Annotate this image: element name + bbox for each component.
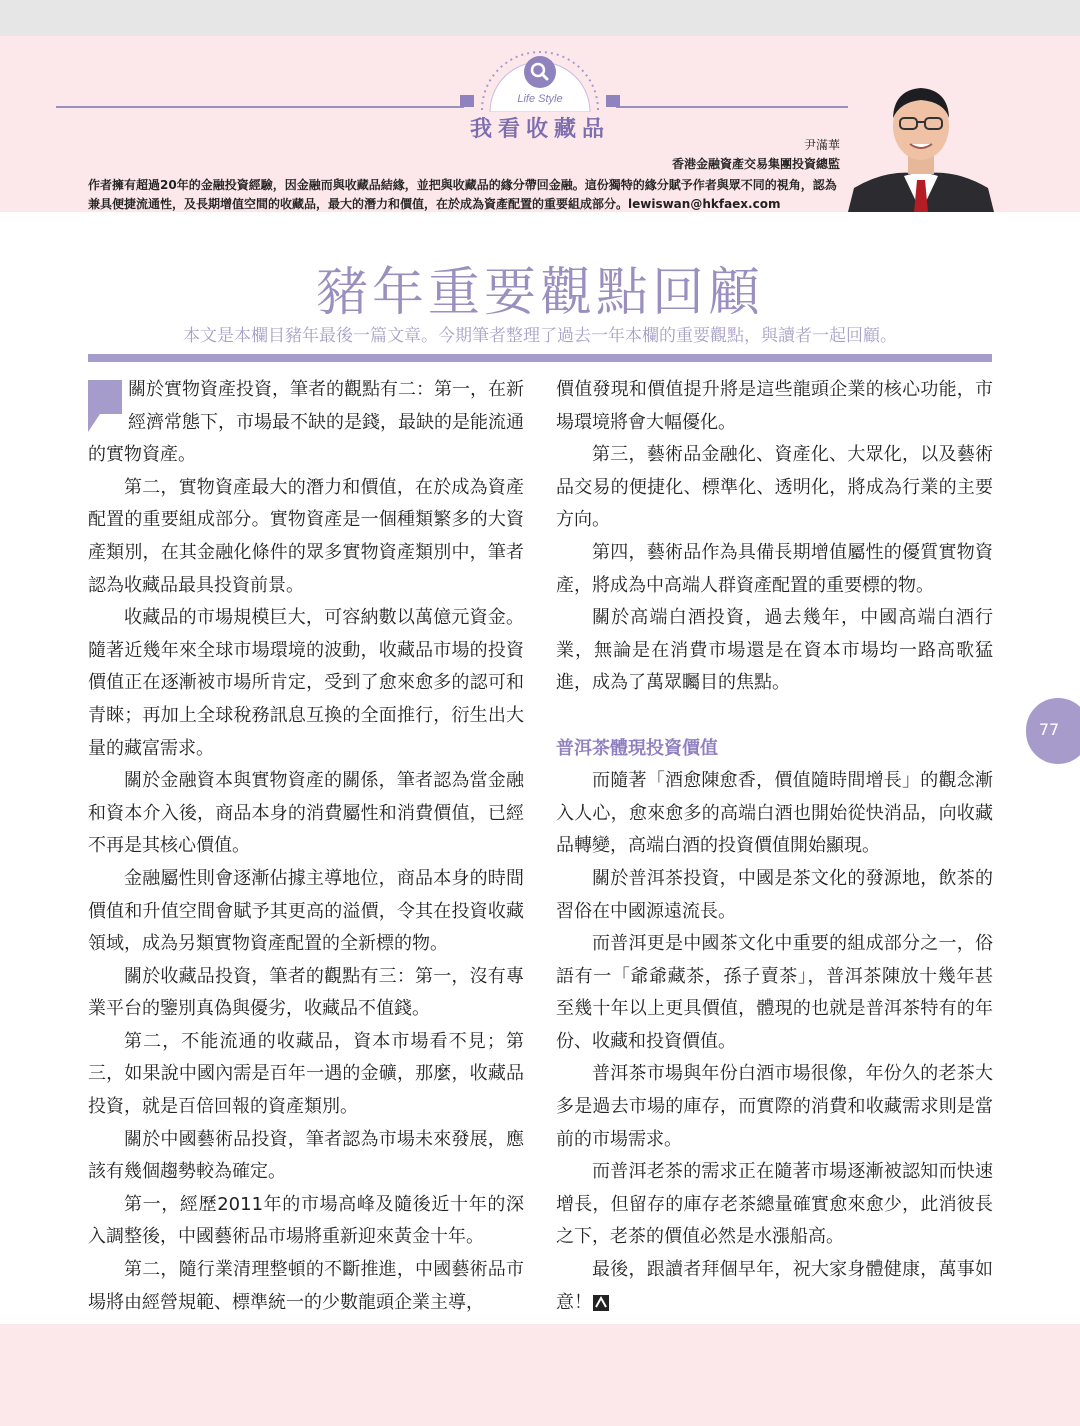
paragraph: 關於高端白酒投資，過去幾年，中國高端白酒行業，無論是在消費市場還是在資本市場均一路高歌猛進，成為了萬眾矚目的焦點。 [556, 607, 993, 694]
badge-text: Life Style [517, 93, 563, 105]
final-paragraph [556, 1254, 993, 1319]
paragraph: 關於中國藝術品投資，筆者認為市場未來發展，應該有幾個趨勢較為確定。 [88, 1128, 524, 1183]
paragraph: 金融屬性則會逐漸佔據主導地位，商品本身的時間價值和升值空間會賦予其更高的溢價，令其在投資收藏領域，成為另類實物資產配置的全新標的物。 [88, 867, 524, 955]
right-column [556, 374, 993, 1319]
paragraph: 價值發現和價值提升將是這些龍頭企業的核心功能，市場環境將會大幅優化。 [556, 379, 993, 433]
article-subtitle: 本文是本欄目豬年最後一篇文章。今期筆者整理了過去一年本欄的重要觀點，與讀者一起回顧。 [183, 326, 897, 346]
ribbon-right [606, 95, 620, 107]
column-title: 我看收藏品 [469, 116, 610, 142]
paragraph: 第二，隨行業清理整頓的不斷推進，中國藝術品市場將由經營規範、標準統一的少數龍頭企業主導， [88, 1259, 524, 1313]
author-intro: 作者擁有超過20年的金融投資經驗，因金融而與收藏品結緣，並把與收藏品的緣分帶回金融。這份獨特的緣分賦予作者與眾不同的視角，認為兼具便捷流通性，及長期增值空間的收藏品，最大的潛力和價值，在於成為資產配置的重要組成部分。lewiswan@hkfaex.com [88, 178, 837, 211]
paragraph: 關於普洱茶投資，中國是茶文化的發源地，飲茶的習俗在中國源遠流長。 [556, 867, 993, 922]
left-column [88, 374, 524, 1319]
section-gap [556, 700, 993, 733]
paragraph-text: 最後，跟讀者拜個早年，祝大家身體健康，萬事如意！ [556, 1259, 993, 1313]
paragraph: 第一，經歷2011年的市場高峰及隨後近十年的深入調整後，中國藝術品市場將重新迎來黃金十年。 [88, 1193, 524, 1248]
section-heading: 普洱茶體現投資價值 [556, 737, 718, 759]
paragraph: 第二，不能流通的收藏品，資本市場看不見；第三，如果說中國內需是百年一遇的金礦，那麼，收藏品投資，就是百倍回報的資產類別。 [88, 1030, 524, 1118]
bottom-margin-band [0, 1324, 1080, 1426]
search-icon [524, 56, 556, 88]
end-mark-icon [592, 1294, 610, 1312]
paragraph: 普洱茶市場與年份白酒市場很像，年份久的老茶大多是過去市場的庫存，而實際的消費和收藏需求則是當前的市場需求。 [556, 1063, 993, 1150]
paragraph: 關於金融資本與實物資產的關係，筆者認為當金融和資本介入後，商品本身的消費屬性和消費價值，已經不再是其核心價值。 [88, 770, 524, 857]
paragraph: 關於實物資產投資，筆者的觀點有二：第一，在新經濟常態下，市場最不缺的是錢，最缺的是能流通的實物資產。 [88, 379, 524, 466]
author-title: 香港金融資產交易集團投資總監 [671, 157, 840, 171]
header-rule-left [56, 106, 464, 108]
author-photo [848, 76, 994, 212]
paragraph: 第四，藝術品作為具備長期增值屬性的優質實物資產，將成為中高端人群資產配置的重要標的物。 [556, 541, 993, 596]
paragraph: 而隨著「酒愈陳愈香，價值隨時間增長」的觀念漸入人心，愈來愈多的高端白酒也開始從快消品，向收藏品轉變，高端白酒的投資價值開始顯現。 [556, 770, 993, 857]
paragraph: 第三，藝術品金融化、資產化、大眾化，以及藝術品交易的便捷化、標準化、透明化，將成為行業的主要方向。 [556, 444, 993, 531]
author-name: 尹滿華 [803, 138, 840, 152]
paragraph: 第二，實物資產最大的潛力和價值，在於成為資產配置的重要組成部分。實物資產是一個種類繁多的大資產類別，在其金融化條件的眾多實物資產類別中，筆者認為收藏品最具投資前景。 [88, 476, 524, 596]
paragraph: 而普洱更是中國茶文化中重要的組成部分之一，俗語有一「爺爺藏茶，孫子賣茶」，普洱茶陳放十幾年甚至幾十年以上更具價值，體現的也就是普洱茶特有的年份、收藏和投資價值。 [556, 933, 993, 1052]
quote-mark-icon [88, 380, 122, 432]
ribbon-left [460, 95, 474, 107]
article-title: 豬年重要觀點回顧 [315, 263, 764, 323]
paragraph: 而普洱老茶的需求正在隨著市場逐漸被認知而快速增長，但留存的庫存老茶總量確實愈來愈少，此消彼長之下，老茶的價值必然是水漲船高。 [556, 1161, 993, 1248]
paragraph: 收藏品的市場規模巨大，可容納數以萬億元資金。隨著近幾年來全球市場環境的波動，收藏品市場的投資價值正在逐漸被市場所肯定，受到了愈來愈多的認可和青睞；再加上全球稅務訊息互換的全面推行，衍生出大量的藏富需求。 [88, 607, 524, 759]
page-number: 77 [1038, 720, 1060, 739]
top-margin-band [0, 0, 1080, 36]
title-rule [88, 354, 992, 362]
paragraph: 關於收藏品投資，筆者的觀點有三：第一，沒有專業平台的鑒別真偽與優劣，收藏品不值錢。 [88, 965, 524, 1020]
header-rule-right [616, 106, 848, 108]
